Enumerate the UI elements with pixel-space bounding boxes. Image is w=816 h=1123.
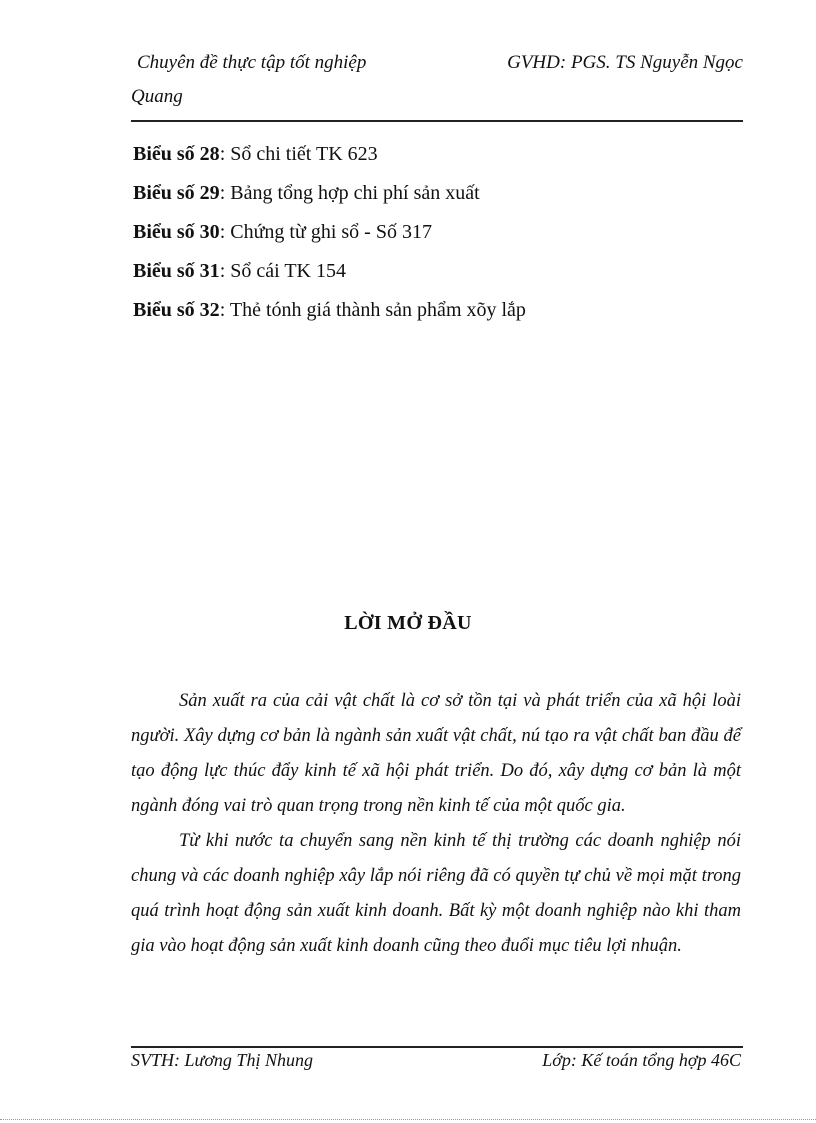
figure-description: : Chứng từ ghi sổ - Số 317 xyxy=(219,221,432,243)
figure-list-item xyxy=(133,140,526,179)
body-paragraph: Sản xuất ra của cải vật chất là cơ sở tồn tại và phát triển của xã hội loài người. Xây dựng cơ bản là ngành sản xuất vật chất, nú tạo ra vật chất ban đầu để tạo động lực thúc đẩy kinh tế xã hội phát triển. Do đó, xây dựng cơ bản là một ngành đóng vai trò quan trọng trong nền kinh tế của một quốc gia. xyxy=(131,691,741,816)
figure-label: Biểu số 30 xyxy=(133,221,220,243)
figure-list-item xyxy=(133,179,526,218)
figure-list-item xyxy=(133,257,526,296)
header-thesis-title: Chuyên đề thực tập tốt nghiệp xyxy=(137,52,367,73)
section-title: LỜI MỞ ĐẦU xyxy=(344,612,472,634)
figure-description: : Bảng tổng hợp chi phí sản xuất xyxy=(219,182,480,204)
figure-list-item xyxy=(133,218,526,257)
figure-label: Biểu số 29 xyxy=(133,182,220,204)
figure-list xyxy=(133,140,526,335)
figure-description: : Sổ chi tiết TK 623 xyxy=(219,143,378,165)
header-supervisor: GVHD: PGS. TS Nguyễn Ngọc xyxy=(507,52,743,73)
footer-student: SVTH: Lương Thị Nhung xyxy=(131,1050,313,1070)
footer-divider xyxy=(131,1046,743,1048)
figure-label: Biểu số 28 xyxy=(133,143,220,165)
figure-label: Biểu số 32 xyxy=(133,299,220,321)
header-divider xyxy=(131,120,743,122)
section-body xyxy=(131,684,741,964)
body-paragraph: Từ khi nước ta chuyển sang nền kinh tế thị trường các doanh nghiệp nói chung và các doanh nghiệp xây lắp nói riêng đã có quyền tự chủ về mọi mặt trong quá trình hoạt động sản xuất kinh doanh. Bất kỳ một doanh nghiệp nào khi tham gia vào hoạt động sản xuất kinh doanh cũng theo đuổi mục tiêu lợi nhuận. xyxy=(131,831,741,956)
footer-class: Lớp: Kế toán tổng hợp 46C xyxy=(542,1050,741,1070)
figure-label: Biểu số 31 xyxy=(133,260,220,282)
page-edge-divider xyxy=(0,1119,816,1120)
figure-description: : Thẻ tónh giá thành sản phẩm xõy lắp xyxy=(219,299,526,321)
figure-description: : Sổ cái TK 154 xyxy=(219,260,346,282)
figure-list-item xyxy=(133,296,526,335)
header-supervisor-continued: Quang xyxy=(131,86,183,107)
